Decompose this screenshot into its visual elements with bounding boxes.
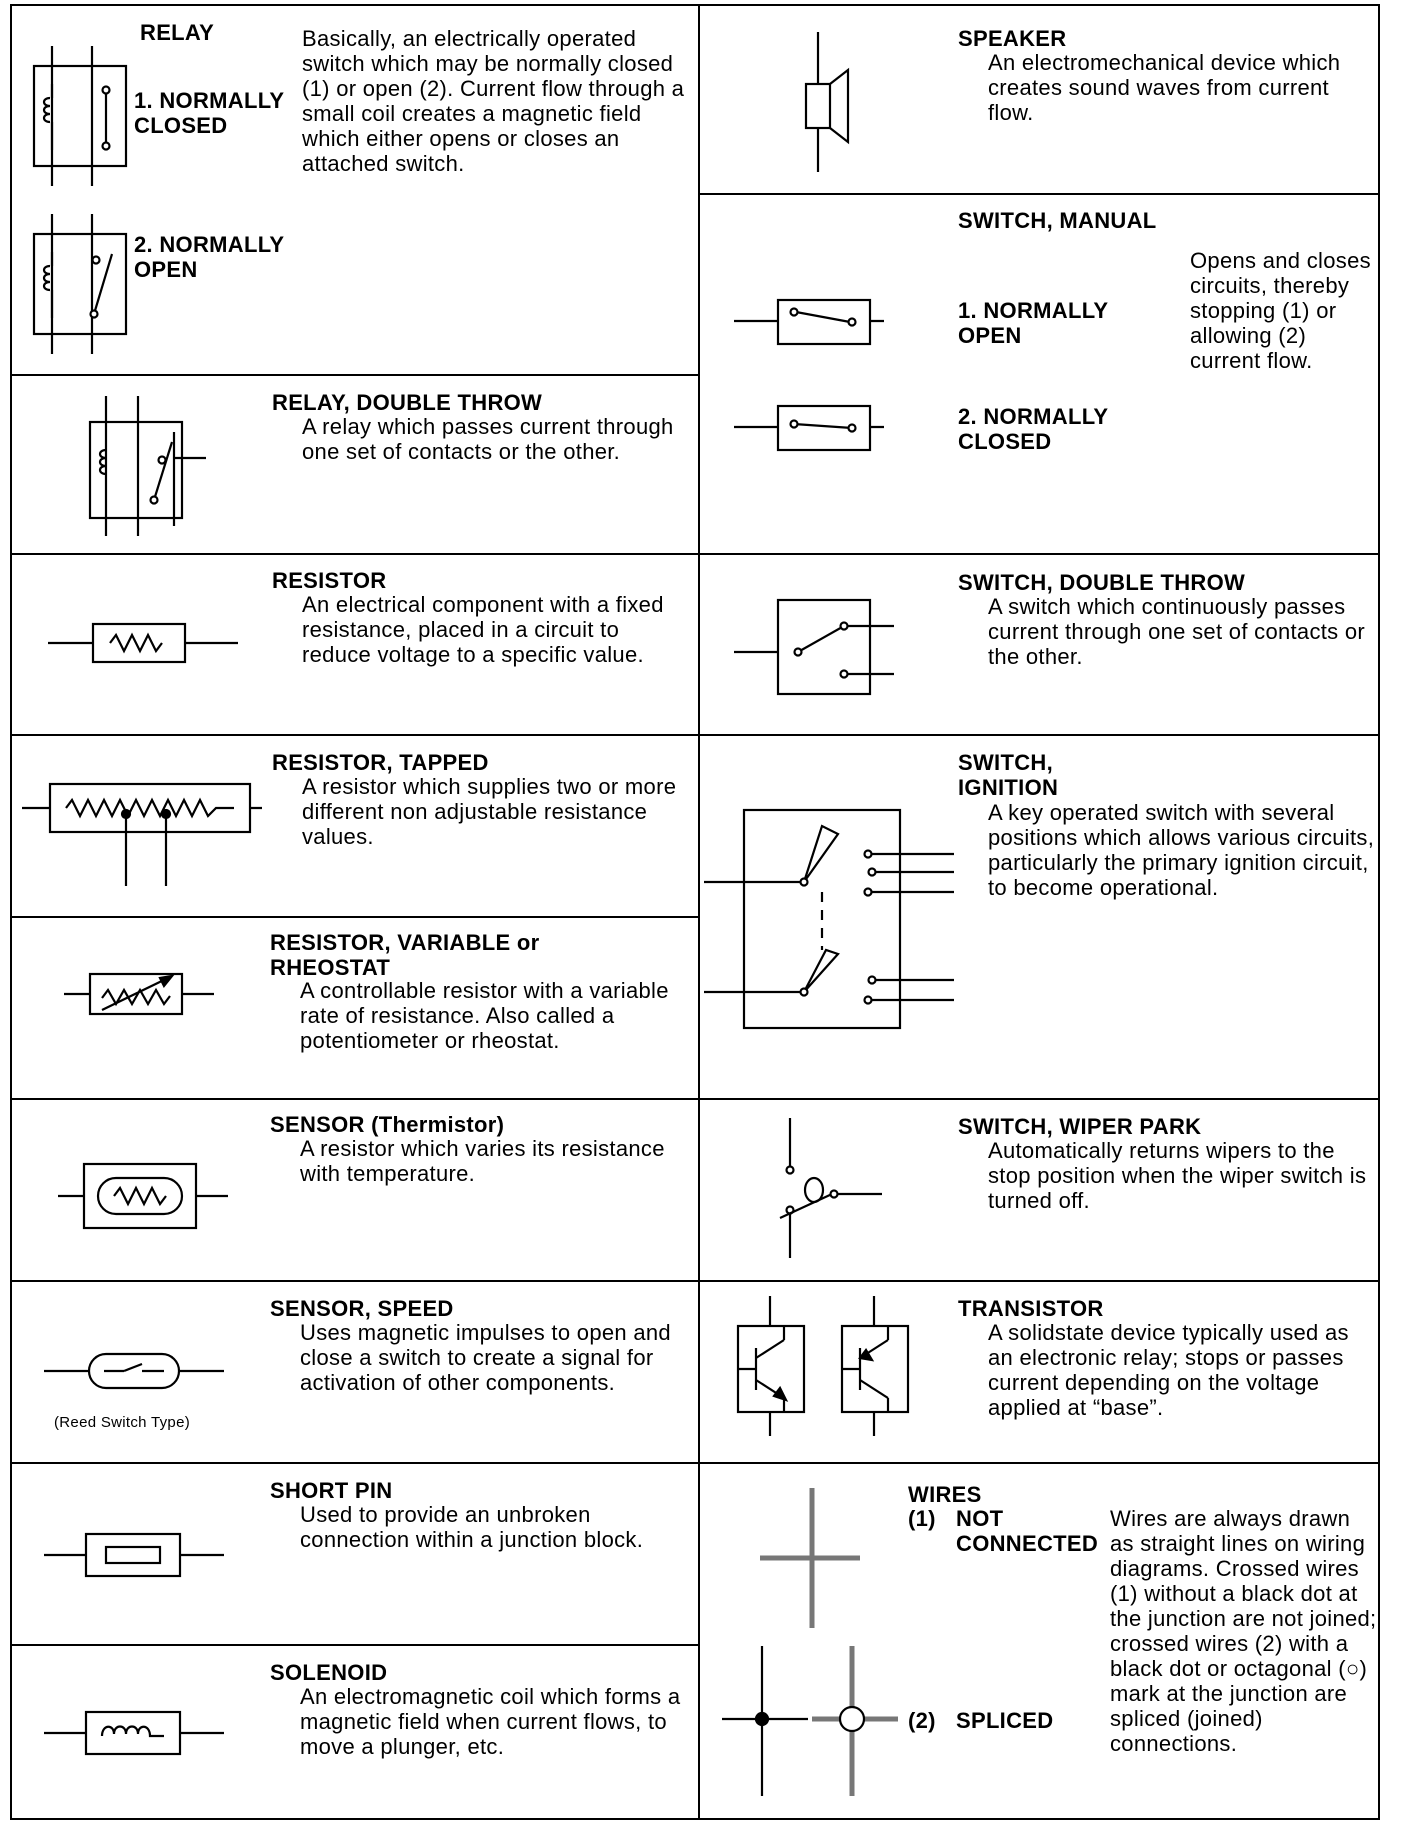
relay-normally-open-symbol	[22, 214, 122, 354]
resistor-description: An electrical component with a fixed resistance, placed in a circuit to reduce voltage to a specific value.	[302, 592, 664, 667]
transistor-description: A solidstate device typically used as an electronic relay; stops or passes current depending on the voltage applied at “base”.	[988, 1320, 1349, 1420]
double-throw-switch-title: SWITCH, DOUBLE THROW	[958, 570, 1246, 595]
speed-sensor-symbol	[44, 1346, 224, 1396]
row-divider	[700, 553, 1380, 555]
speed-sensor-title: SENSOR, SPEED	[270, 1296, 454, 1321]
wiper-park-switch-title: SWITCH, WIPER PARK	[958, 1114, 1202, 1139]
thermistor-title: SENSOR (Thermistor)	[270, 1112, 505, 1137]
variable-resistor-title: RESISTOR, VARIABLE or RHEOSTAT	[270, 930, 540, 980]
speaker-title: SPEAKER	[958, 26, 1067, 51]
row-divider	[12, 374, 698, 376]
row-divider	[12, 1462, 698, 1464]
row-divider	[700, 1280, 1380, 1282]
wires-title: WIRES	[908, 1482, 982, 1507]
short-pin-description: Used to provide an unbroken connection within a junction block.	[300, 1502, 644, 1552]
manual-switch-nc-label: 2. NORMALLY CLOSED	[958, 404, 1108, 454]
column-divider	[698, 6, 700, 1818]
relay-no-label: 2. NORMALLY OPEN	[134, 232, 284, 282]
relay-normally-closed-symbol	[22, 46, 122, 186]
row-divider	[12, 553, 698, 555]
relay-description: Basically, an electrically operated switch which may be normally closed (1) or open (2). Current flow through a small coil creates a magnetic field which either opens or closes an attached switch.	[302, 26, 685, 176]
row-divider	[12, 916, 698, 918]
row-divider	[12, 1280, 698, 1282]
wires-spliced-symbol	[722, 1646, 912, 1796]
double-throw-switch-description: A switch which continuously passes current through one set of contacts or the other.	[988, 594, 1366, 669]
ignition-switch-title: SWITCH, IGNITION	[958, 750, 1059, 800]
speaker-description: An electromechanical device which creates sound waves from current flow.	[988, 50, 1341, 125]
wires-description: Wires are always drawn as straight lines on wiring diagrams. Crossed wires (1) without a black dot at the junction are not joined; crossed wires (2) with a black dot or octagonal (○) mark at the junction are spliced (joined) connections.	[1110, 1506, 1377, 1756]
manual-switch-normally-open-symbol	[734, 296, 884, 346]
resistor-title: RESISTOR	[272, 568, 387, 593]
solenoid-symbol	[44, 1706, 224, 1760]
solenoid-description: An electromagnetic coil which forms a magnetic field when current flows, to move a plunger, etc.	[300, 1684, 681, 1759]
transistor-symbols	[730, 1296, 920, 1436]
row-divider	[12, 734, 698, 736]
resistor-tapped-symbol	[22, 776, 262, 886]
wires-spliced-number: (2)	[908, 1708, 936, 1733]
thermistor-description: A resistor which varies its resistance with temperature.	[300, 1136, 665, 1186]
row-divider	[700, 1462, 1380, 1464]
resistor-symbol	[48, 618, 238, 668]
row-divider	[12, 1098, 698, 1100]
wiper-park-switch-description: Automatically returns wipers to the stop position when the wiper switch is turned off.	[988, 1138, 1367, 1213]
speed-sensor-description: Uses magnetic impulses to open and close a switch to create a signal for activation of other components.	[300, 1320, 671, 1395]
speed-sensor-caption: (Reed Switch Type)	[54, 1414, 191, 1431]
row-divider	[700, 1098, 1380, 1100]
short-pin-title: SHORT PIN	[270, 1478, 393, 1503]
resistor-tapped-title: RESISTOR, TAPPED	[272, 750, 489, 775]
relay-double-throw-title: RELAY, DOUBLE THROW	[272, 390, 543, 415]
solenoid-title: SOLENOID	[270, 1660, 388, 1685]
wires-nc-label: NOT CONNECTED	[956, 1506, 1099, 1556]
relay-double-throw-symbol	[74, 396, 214, 536]
double-throw-switch-symbol	[734, 592, 914, 702]
row-divider	[12, 1644, 698, 1646]
wiper-park-switch-symbol	[772, 1118, 892, 1258]
manual-switch-normally-closed-symbol	[734, 402, 884, 452]
wires-nc-number: (1)	[908, 1506, 936, 1531]
speaker-symbol	[792, 32, 862, 172]
transistor-title: TRANSISTOR	[958, 1296, 1104, 1321]
relay-title: RELAY	[140, 20, 215, 45]
relay-nc-label: 1. NORMALLY CLOSED	[134, 88, 284, 138]
manual-switch-title: SWITCH, MANUAL	[958, 208, 1157, 233]
thermistor-symbol	[58, 1156, 228, 1236]
variable-resistor-description: A controllable resistor with a variable rate of resistance. Also called a potentiometer or rheostat.	[300, 978, 669, 1053]
manual-switch-description: Opens and closes circuits, thereby stopping (1) or allowing (2) current flow.	[1190, 248, 1371, 373]
row-divider	[700, 734, 1380, 736]
variable-resistor-symbol	[64, 966, 214, 1022]
row-divider	[700, 193, 1380, 195]
ignition-switch-description: A key operated switch with several positions which allows various circuits, particularly the primary ignition circuit, to become operational.	[988, 800, 1375, 900]
symbol-table	[10, 4, 1380, 1820]
short-pin-symbol	[44, 1528, 224, 1582]
resistor-tapped-description: A resistor which supplies two or more different non adjustable resistance values.	[302, 774, 677, 849]
manual-switch-no-label: 1. NORMALLY OPEN	[958, 298, 1108, 348]
ignition-switch-symbol	[704, 802, 954, 1032]
wires-spliced-label: SPLICED	[956, 1708, 1054, 1733]
wires-not-connected-symbol	[760, 1488, 860, 1628]
relay-double-throw-description: A relay which passes current through one set of contacts or the other.	[302, 414, 674, 464]
